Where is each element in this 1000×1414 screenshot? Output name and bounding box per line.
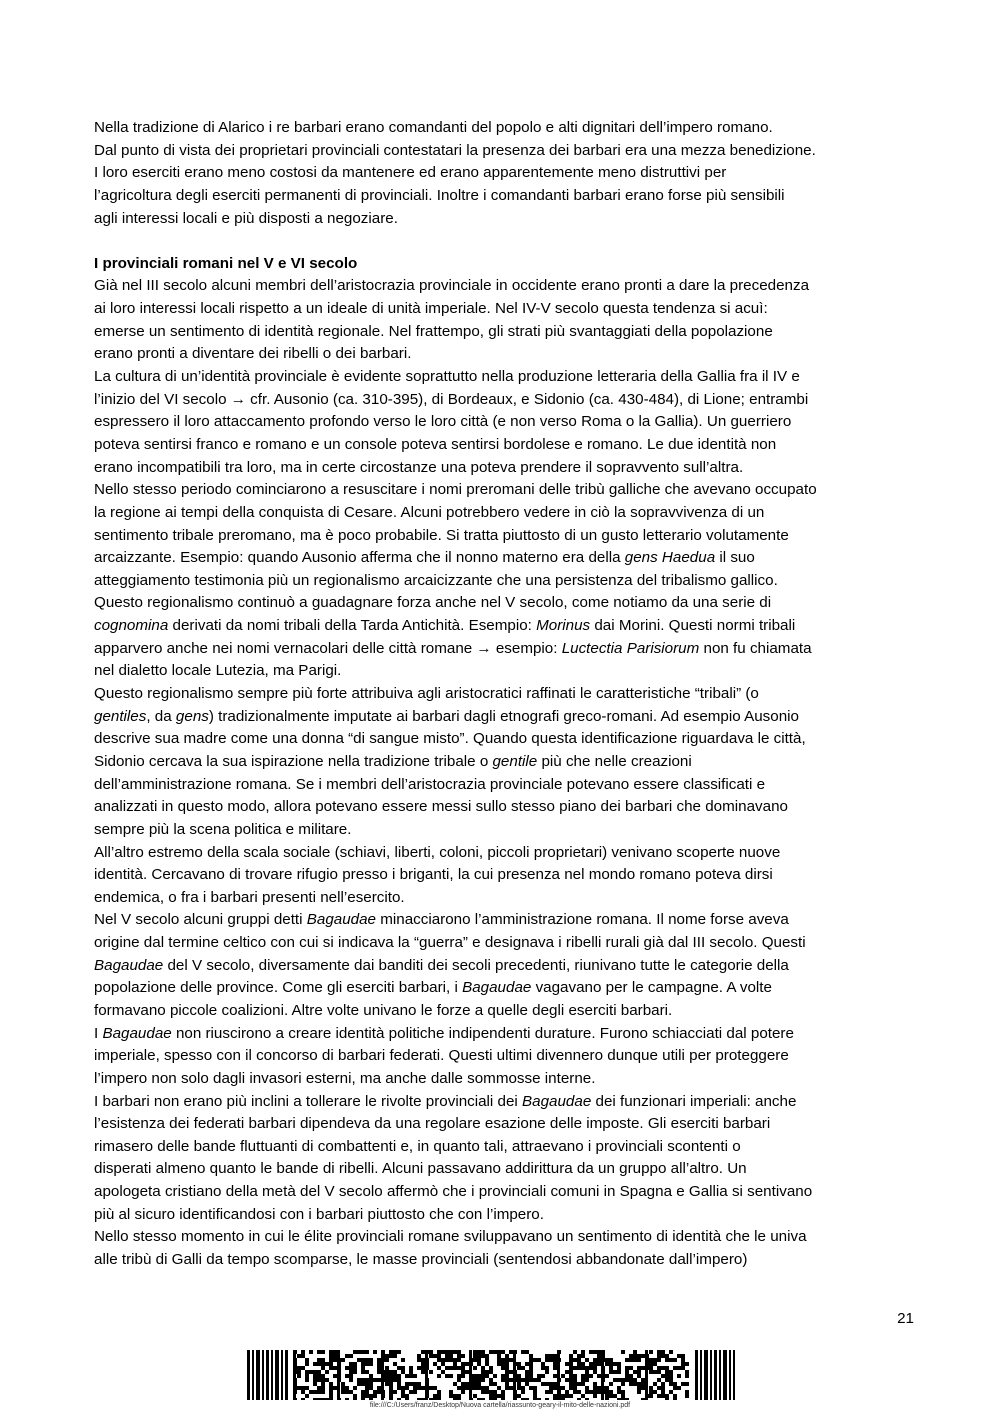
text-run: , da bbox=[146, 707, 176, 725]
text-run: atteggiamento testimonia più un regionalismo arcaicizzante che una persistenza del tribalismo gallico. bbox=[94, 571, 778, 589]
text-line bbox=[94, 909, 909, 932]
text-line bbox=[94, 140, 909, 163]
text-run: I provinciali romani nel V e VI secolo bbox=[94, 254, 358, 272]
body-text bbox=[94, 117, 909, 1272]
text-run: endemica, o fra i barbari presenti nell’esercito. bbox=[94, 888, 405, 906]
text-line bbox=[94, 1068, 909, 1091]
text-run: formavano piccole coalizioni. Altre volte univano le forze a quelle degli eserciti barbari. bbox=[94, 1001, 673, 1019]
text-run: Questo regionalismo sempre più forte attribuiva agli aristocratici raffinati le caratteristiche “tribali” (o bbox=[94, 685, 759, 703]
text-run: I bbox=[94, 1024, 103, 1042]
text-line bbox=[94, 366, 909, 389]
text-line bbox=[94, 819, 909, 842]
paragraph-gap bbox=[94, 230, 909, 253]
italic-term: Bagaudae bbox=[306, 911, 377, 929]
text-run: l’esistenza dei federati barbari dipendeva da una regolare esazione delle imposte. Gli eserciti barbari bbox=[94, 1115, 771, 1133]
text-run: poteva sentirsi franco e romano e un console poteva sentirsi bordolese e romano. Le due identità non bbox=[94, 435, 777, 453]
text-run: I loro eserciti erano meno costosi da mantenere ed erano apparentemente meno distruttivi per bbox=[94, 164, 727, 182]
text-run: sempre più la scena politica e militare. bbox=[94, 820, 352, 838]
text-run: minacciarono l’amministrazione romana. Il nome forse aveva bbox=[376, 911, 789, 929]
text-run: apologeta cristiano della metà del V secolo affermò che i provinciali comuni in Spagna e Gallia si sentivano bbox=[94, 1183, 813, 1201]
text-line bbox=[94, 185, 909, 208]
text-run: Nella tradizione di Alarico i re barbari erano comandanti del popolo e alti dignitari dell’impero romano. bbox=[94, 119, 773, 136]
text-run: derivati da nomi tribali della Tarda Antichità. Esempio: bbox=[168, 617, 537, 635]
text-run: non fu chiamata bbox=[699, 639, 812, 657]
text-line bbox=[94, 457, 909, 480]
text-run: ) tradizionalmente imputate ai barbari dagli etnografi greco-romani. Ad esempio Ausonio bbox=[208, 707, 799, 725]
text-line bbox=[94, 728, 909, 751]
text-line bbox=[94, 162, 909, 185]
text-line bbox=[94, 1204, 909, 1227]
text-run: sentimento tribale preromano, ma è poco probabile. Si tratta piuttosto di un gusto letterario volutamente bbox=[94, 526, 789, 544]
text-line bbox=[94, 774, 909, 797]
text-run: Dal punto di vista dei proprietari provinciali contestatari la presenza dei barbari era una mezza benedizione. bbox=[94, 141, 816, 159]
file-path-footer: file:///C:/Users/franz/Desktop/Nuova cartella/riassunto-geary-il-mito-delle-nazioni.pdf bbox=[369, 1402, 631, 1409]
text-run: Nello stesso momento in cui le élite provinciali romane sviluppavano un sentimento di identità che le univa bbox=[94, 1228, 807, 1246]
italic-term: gentiles bbox=[94, 707, 147, 725]
text-line bbox=[94, 977, 909, 1000]
text-run: All’altro estremo della scala sociale (schiavi, liberti, coloni, piccoli proprietari) venivano scoperte nuove bbox=[94, 843, 781, 861]
text-run: vagavano per le campagne. A volte bbox=[531, 979, 772, 997]
text-run: popolazione delle province. Come gli eserciti barbari, i bbox=[94, 979, 463, 997]
text-line bbox=[94, 1023, 909, 1046]
text-run: Nello stesso periodo cominciarono a resuscitare i nomi preromani delle tribù galliche che avevano occupato bbox=[94, 481, 817, 499]
barcode-image bbox=[247, 1350, 735, 1400]
text-run: il suo bbox=[715, 549, 755, 567]
italic-term: cognomina bbox=[94, 617, 169, 635]
text-run: l’agricoltura degli eserciti permanenti di provinciali. Inoltre i comandanti barbari erano forse più sensibili bbox=[94, 186, 785, 204]
text-run: erano pronti a diventare dei ribelli o dei barbari. bbox=[94, 345, 412, 363]
text-line bbox=[94, 1045, 909, 1068]
text-line bbox=[94, 479, 909, 502]
page-number: 21 bbox=[897, 1310, 914, 1327]
italic-term: gens bbox=[175, 707, 209, 725]
text-run: arcaizzante. Esempio: quando Ausonio afferma che il nonno materno era della bbox=[94, 549, 625, 567]
text-run: emerse un sentimento di identità regionale. Nel frattempo, gli strati più svantaggiati della popolazione bbox=[94, 322, 773, 340]
text-run: dei funzionari imperiali: anche bbox=[591, 1092, 797, 1110]
text-run: Questo regionalismo continuò a guadagnare forza anche nel V secolo, come notiamo da una serie di bbox=[94, 594, 772, 612]
text-run: più che nelle creazioni bbox=[537, 752, 692, 770]
text-line bbox=[94, 298, 909, 321]
section-heading bbox=[94, 253, 909, 276]
text-line bbox=[94, 683, 909, 706]
text-run: I barbari non erano più inclini a tollerare le rivolte provinciali dei bbox=[94, 1092, 523, 1110]
text-line bbox=[94, 887, 909, 910]
text-line bbox=[94, 1249, 909, 1272]
text-run: del V secolo, diversamente dai banditi dei secoli precedenti, riunivano tutte le categorie della bbox=[163, 956, 789, 974]
text-run: Nel V secolo alcuni gruppi detti bbox=[94, 911, 307, 929]
text-line bbox=[94, 1226, 909, 1249]
text-line bbox=[94, 932, 909, 955]
text-line bbox=[94, 955, 909, 978]
text-run: La cultura di un’identità provinciale è evidente soprattutto nella produzione letteraria della Gallia fra il IV e bbox=[94, 368, 800, 386]
text-run: alle tribù di Galli da tempo scomparse, le masse provinciali (sentendosi abbandonate dall’impero) bbox=[94, 1251, 748, 1269]
text-line bbox=[94, 864, 909, 887]
text-line bbox=[94, 117, 909, 140]
text-run: la regione ai tempi della conquista di Cesare. Alcuni potrebbero vedere in ciò la sopravvivenza di un bbox=[94, 503, 765, 521]
text-run: Già nel III secolo alcuni membri dell’aristocrazia provinciale in occidente erano pronti a dare la precedenza bbox=[94, 277, 810, 295]
text-line bbox=[94, 638, 909, 661]
text-line bbox=[94, 1158, 909, 1181]
text-run: l’impero non solo dagli invasori esterni, ma anche dalle sommosse interne. bbox=[94, 1069, 596, 1087]
text-run: rimasero delle bande fluttuanti di combattenti e, in quanto tali, attraevano i provinciali scontenti o bbox=[94, 1137, 741, 1155]
text-line bbox=[94, 1113, 909, 1136]
text-run: erano incompatibili tra loro, ma in certe circostanze una poteva prendere il sopravvento sull’altra. bbox=[94, 458, 744, 476]
text-run: l’inizio del VI secolo → cfr. Ausonio (ca. 310-395), di Bordeaux, e Sidonio (ca. 430-484), di Lione; entrambi bbox=[94, 390, 809, 408]
text-line bbox=[94, 275, 909, 298]
text-line bbox=[94, 208, 909, 231]
text-line bbox=[94, 547, 909, 570]
text-run: ai loro interessi locali rispetto a un ideale di unità imperiale. Nel IV-V secolo questa tendenza si acuì: bbox=[94, 300, 768, 318]
text-line bbox=[94, 1181, 909, 1204]
text-run: apparvero anche nei nomi vernacolari delle città romane → esempio: bbox=[94, 639, 562, 657]
text-line bbox=[94, 321, 909, 344]
italic-term: Bagaudae bbox=[102, 1024, 172, 1042]
text-line bbox=[94, 706, 909, 729]
text-run: agli interessi locali e più disposti a negoziare. bbox=[94, 209, 398, 227]
text-line bbox=[94, 1136, 909, 1159]
italic-term: gens Haedua bbox=[624, 549, 716, 567]
text-line bbox=[94, 525, 909, 548]
text-run: più al sicuro identificandosi con i barbari piuttosto che con l’impero. bbox=[94, 1205, 544, 1223]
italic-term: Bagaudae bbox=[522, 1092, 592, 1110]
text-run: nel dialetto locale Lutezia, ma Parigi. bbox=[94, 662, 342, 680]
text-line bbox=[94, 842, 909, 865]
text-run: non riuscirono a creare identità politiche indipendenti durature. Furono schiacciati dal potere bbox=[171, 1024, 794, 1042]
text-run: dai Morini. Questi normi tribali bbox=[590, 617, 796, 635]
text-run: imperiale, spesso con il concorso di barbari federati. Questi ultimi divennero dunque utili per proteggere bbox=[94, 1047, 789, 1065]
text-line bbox=[94, 660, 909, 683]
text-run: origine dal termine celtico con cui si indicava la “guerra” e designava i ribelli rurali già dal III secolo. Questi bbox=[94, 934, 806, 952]
text-line bbox=[94, 389, 909, 412]
italic-term: Bagaudae bbox=[94, 956, 164, 974]
text-line bbox=[94, 343, 909, 366]
text-line bbox=[94, 615, 909, 638]
italic-term: Luctectia Parisiorum bbox=[561, 639, 700, 657]
text-line bbox=[94, 502, 909, 525]
text-run: identità. Cercavano di trovare rifugio presso i briganti, la cui presenza nel mondo romano poteva dirsi bbox=[94, 866, 773, 884]
text-line bbox=[94, 592, 909, 615]
text-line bbox=[94, 751, 909, 774]
text-line bbox=[94, 411, 909, 434]
text-run: Sidonio cercava la sua ispirazione nella tradizione tribale o bbox=[94, 752, 493, 770]
text-run: disperati almeno quanto le bande di ribelli. Alcuni passavano addirittura da un gruppo all’altro. Un bbox=[94, 1160, 747, 1178]
text-run: espressero il loro attaccamento profondo verso le loro città (e non verso Roma o la Gallia). Un guerriero bbox=[94, 413, 792, 431]
text-line bbox=[94, 1000, 909, 1023]
text-run: descrive sua madre come una donna “di sangue misto”. Quando questa identificazione riguardava le città, bbox=[94, 730, 806, 748]
italic-term: Bagaudae bbox=[462, 979, 532, 997]
text-run: dell’amministrazione romana. Se i membri dell’aristocrazia provinciale potevano essere classificati e bbox=[94, 775, 766, 793]
text-line bbox=[94, 570, 909, 593]
text-run: analizzati in questo modo, allora potevano essere messi sullo stesso piano dei barbari che dominavano bbox=[94, 798, 788, 816]
text-line bbox=[94, 1091, 909, 1114]
italic-term: Morinus bbox=[536, 617, 591, 635]
text-line bbox=[94, 434, 909, 457]
italic-term: gentile bbox=[492, 752, 538, 770]
text-line bbox=[94, 796, 909, 819]
